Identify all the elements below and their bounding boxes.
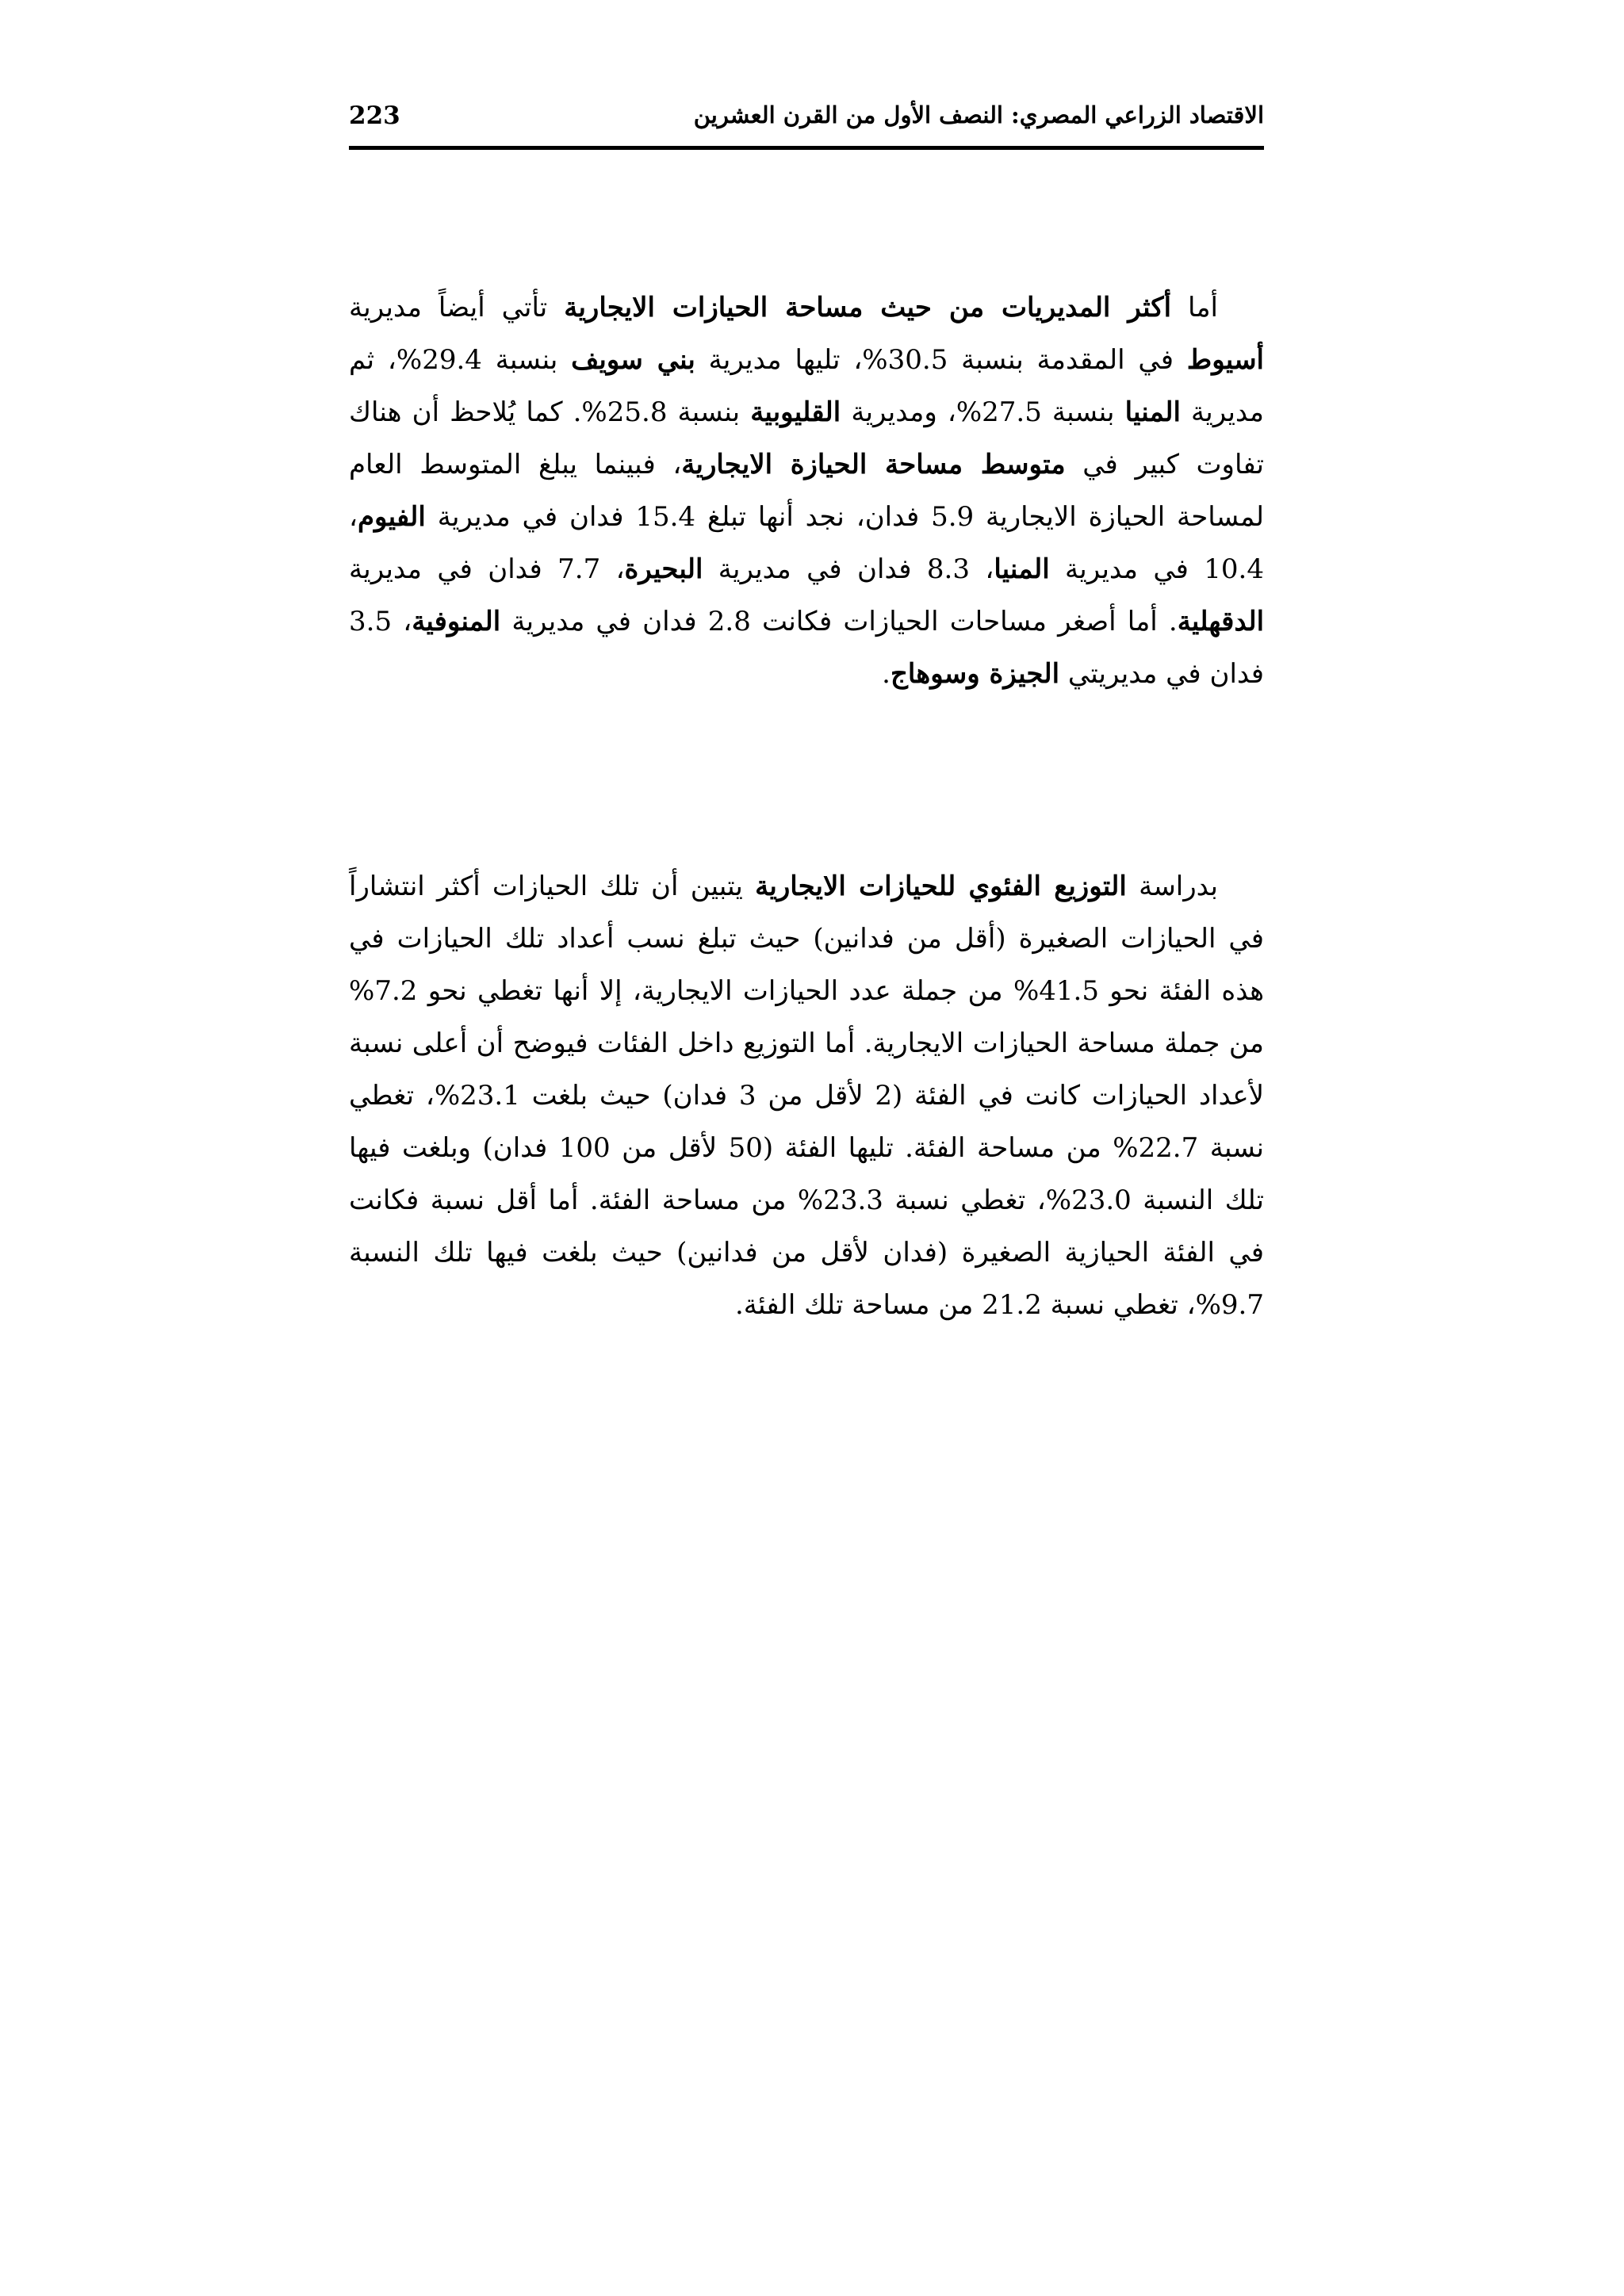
- page-number: 223: [349, 101, 400, 130]
- header-rule: [349, 146, 1264, 150]
- text-run: ، فبينما يبلغ المتوسط العام لمساحة الحيازة الايجارية 5.9 فدان، نجد أنها تبلغ 15.4 فدان في مديرية: [349, 449, 1264, 533]
- text-run: بدراسة: [1126, 871, 1218, 902]
- text-run: يتبين أن تلك الحيازات أكثر انتشاراً في الحيازات الصغيرة (أقل من فدانين) حيث تبلغ نسب أعداد تلك الحيازات في هذه الفئة نحو 41.5% من جملة عدد الحيازات الايجارية، إلا أنها تغطي نحو 7.2% من جملة مساحة الحيازات الايجارية. أما التوزيع داخل الفئات فيوضح أن أعلى نسبة لأعداد الحيازات كانت في الفئة (2 لأقل من 3 فدان) حيث بلغت 23.1%، تغطي نسبة 22.7% من مساحة الفئة. تليها الفئة (50 لأقل من 100 فدان) وبلغت فيها تلك النسبة 23.0%، تغطي نسبة 23.3% من مساحة الفئة. أما أقل نسبة فكانت في الفئة الحيازية الصغيرة (فدان لأقل من فدانين) حيث بلغت فيها تلك النسبة 9.7%، تغطي نسبة 21.2 من مساحة تلك الفئة.: [349, 871, 1264, 1321]
- header-title: الاقتصاد الزراعي المصري: النصف الأول من القرن العشرين: [693, 101, 1264, 128]
- text-run: بنسبة 25.8%. كما يُلاحظ أن هناك تفاوت كبير في: [349, 396, 1264, 480]
- text-run: ، 3.5 فدان في مديريتي: [349, 606, 1264, 690]
- paragraph-text: [349, 860, 1264, 1331]
- bold-term: الدقهلية: [1177, 606, 1265, 637]
- bold-term: متوسط مساحة الحيازة الايجارية: [681, 449, 1066, 480]
- bold-term: بني سويف: [571, 344, 695, 376]
- text-run: أما: [1171, 292, 1218, 323]
- text-run: في المقدمة بنسبة 30.5%، تليها مديرية: [695, 344, 1187, 376]
- text-run: تأتي أيضاً مديرية: [349, 292, 565, 323]
- text-run: .: [882, 658, 891, 690]
- text-run: بنسبة 29.4%، ثم مديرية: [349, 344, 1264, 428]
- paragraph-text: [349, 281, 1264, 700]
- bold-term: أسيوط: [1186, 344, 1264, 376]
- running-header: [349, 101, 1264, 149]
- text-run: . أما أصغر مساحات الحيازات فكانت 2.8 فدان في مديرية: [500, 606, 1178, 637]
- paragraph-governorates-area: [349, 281, 1264, 700]
- bold-term: المنيا: [994, 553, 1050, 585]
- bold-term: المنوفية: [412, 606, 501, 637]
- text-run: بنسبة 27.5%، ومديرية: [841, 396, 1125, 428]
- text-run: ، 7.7 فدان في مديرية: [349, 553, 625, 585]
- text-run: ، 8.3 فدان في مديرية: [703, 553, 994, 585]
- bold-term: التوزيع الفئوي للحيازات الايجارية: [755, 871, 1127, 902]
- paragraph-category-distribution: [349, 860, 1264, 1331]
- bold-term: الجيزة وسوهاج: [890, 658, 1060, 690]
- bold-term: القليوبية: [750, 396, 841, 428]
- bold-term: البحيرة: [624, 553, 703, 585]
- bold-term: الفيوم: [357, 501, 426, 533]
- text-run: ، 10.4 في مديرية: [349, 501, 1264, 585]
- bold-term: المنيا: [1124, 396, 1181, 428]
- bold-term: أكثر المديريات من حيث مساحة الحيازات الايجارية: [564, 292, 1172, 323]
